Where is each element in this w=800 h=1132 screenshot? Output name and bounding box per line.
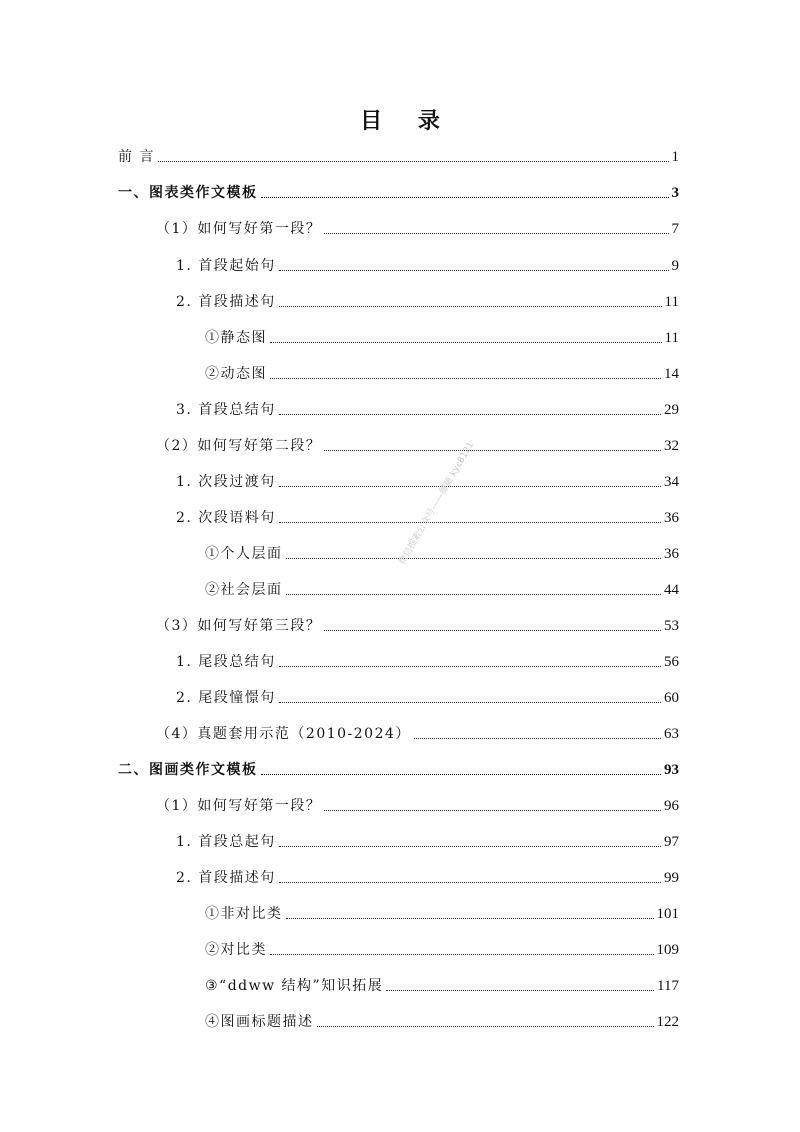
toc-entry-label: ④图画标题描述 xyxy=(205,1014,314,1030)
toc-entry-label: （2）如何写好第二段？ xyxy=(156,438,322,454)
dot-leader xyxy=(279,522,661,523)
dot-leader xyxy=(279,486,661,487)
dot-leader xyxy=(279,306,662,307)
toc-entry-label: 1. 次段过渡句 xyxy=(176,474,276,490)
toc-entry-label: ②对比类 xyxy=(205,942,267,958)
toc-entry-page: 36 xyxy=(664,546,679,562)
dot-leader xyxy=(279,882,661,883)
dot-leader xyxy=(279,702,661,703)
toc-entry-item[interactable] xyxy=(205,976,679,996)
toc-entry-page: 32 xyxy=(664,438,679,454)
toc-entry-subsection[interactable] xyxy=(176,868,679,888)
toc-entry-label: 3. 首段总结句 xyxy=(176,402,276,418)
toc-entry-page: 56 xyxy=(664,654,679,670)
toc-entry-page: 36 xyxy=(664,510,679,526)
toc-entry-page: 117 xyxy=(657,978,679,994)
toc-entry-label: ①非对比类 xyxy=(205,906,283,922)
dot-leader xyxy=(324,810,661,811)
toc-entry-page: 44 xyxy=(664,582,679,598)
toc-entry-page: 11 xyxy=(664,294,679,310)
toc-entry-subsection[interactable] xyxy=(176,400,679,420)
toc-entry-page: 109 xyxy=(656,942,679,958)
dot-leader xyxy=(279,846,661,847)
dot-leader xyxy=(270,378,661,379)
dot-leader xyxy=(270,954,654,955)
toc-entry-page: 14 xyxy=(664,366,679,382)
dot-leader xyxy=(286,918,654,919)
toc-entry-label: ②社会层面 xyxy=(205,582,283,598)
watermark: 微信搜索公众号——薇薇 kyc8121 xyxy=(397,440,477,567)
toc-entry-page: 11 xyxy=(664,330,679,346)
dot-leader xyxy=(324,630,661,631)
toc-entry-section[interactable] xyxy=(156,616,679,636)
toc-entry-page: 9 xyxy=(671,258,679,274)
toc-entry-subsection[interactable] xyxy=(176,688,679,708)
toc-entry-label: 二、图画类作文模板 xyxy=(118,762,258,778)
toc-entry-subsection[interactable] xyxy=(176,472,679,492)
dot-leader xyxy=(279,666,661,667)
toc-entry-page: 99 xyxy=(664,870,679,886)
toc-entry-chapter-2[interactable] xyxy=(118,760,679,780)
toc-entry-label: 1. 尾段总结句 xyxy=(176,654,276,670)
toc-entry-label: 2. 尾段憧憬句 xyxy=(176,690,276,706)
page-title: 目 录 xyxy=(360,108,454,134)
toc-entry-label: ①静态图 xyxy=(205,330,267,346)
dot-leader xyxy=(324,233,668,234)
toc-entry-item[interactable] xyxy=(205,904,679,924)
dot-leader xyxy=(414,738,661,739)
toc-entry-section[interactable] xyxy=(156,436,679,456)
toc-entry-section[interactable] xyxy=(156,796,679,816)
toc-entry-page: 3 xyxy=(671,185,679,201)
toc-entry-label: （1）如何写好第一段？ xyxy=(156,798,322,814)
toc-entry-page: 29 xyxy=(664,402,679,418)
toc-entry-preface[interactable] xyxy=(118,147,679,167)
toc-entry-label: （1）如何写好第一段？ xyxy=(156,221,322,237)
dot-leader xyxy=(261,197,669,198)
toc-entry-item[interactable] xyxy=(205,328,679,348)
dot-leader xyxy=(158,161,669,162)
toc-entry-page: 53 xyxy=(664,618,679,634)
toc-entry-subsection[interactable] xyxy=(176,292,679,312)
toc-entry-subsection[interactable] xyxy=(176,832,679,852)
toc-entry-page: 60 xyxy=(664,690,679,706)
toc-entry-page: 93 xyxy=(664,762,679,778)
toc-entry-label: 一、图表类作文模板 xyxy=(118,185,258,201)
dot-leader xyxy=(270,342,662,343)
dot-leader xyxy=(317,1026,654,1027)
toc-entry-chapter-1[interactable] xyxy=(118,183,679,203)
toc-entry-subsection[interactable] xyxy=(176,256,679,276)
toc-entry-page: 96 xyxy=(664,798,679,814)
toc-entry-section[interactable] xyxy=(156,724,679,744)
toc-entry-label: 1. 首段起始句 xyxy=(176,258,276,274)
toc-entry-page: 63 xyxy=(664,726,679,742)
toc-entry-item[interactable] xyxy=(205,364,679,384)
dot-leader xyxy=(261,774,662,775)
dot-leader xyxy=(286,558,662,559)
toc-entry-page: 34 xyxy=(664,474,679,490)
dot-leader xyxy=(386,990,654,991)
toc-entry-label: （3）如何写好第三段？ xyxy=(156,618,322,634)
dot-leader xyxy=(279,270,669,271)
dot-leader xyxy=(286,594,662,595)
toc-entry-label: 2. 首段描述句 xyxy=(176,294,276,310)
toc-entry-item[interactable] xyxy=(205,940,679,960)
toc-entry-label: ③“ddww 结构”知识拓展 xyxy=(205,978,384,994)
toc-entry-label: 2. 次段语料句 xyxy=(176,510,276,526)
toc-entry-page: 1 xyxy=(671,149,679,165)
toc-entry-page: 97 xyxy=(664,834,679,850)
toc-entry-label: （4）真题套用示范（2010-2024） xyxy=(156,726,411,742)
toc-entry-page: 101 xyxy=(656,906,679,922)
toc-entry-section[interactable] xyxy=(156,219,679,239)
toc-entry-item[interactable] xyxy=(205,544,679,564)
toc-entry-label: 前 言 xyxy=(118,149,155,165)
toc-entry-label: 2. 首段描述句 xyxy=(176,870,276,886)
dot-leader xyxy=(324,450,661,451)
dot-leader xyxy=(279,414,661,415)
toc-entry-subsection[interactable] xyxy=(176,652,679,672)
toc-entry-label: ①个人层面 xyxy=(205,546,283,562)
toc-entry-page: 122 xyxy=(656,1014,679,1030)
toc-entry-page: 7 xyxy=(671,221,679,237)
toc-entry-item[interactable] xyxy=(205,580,679,600)
toc-entry-item[interactable] xyxy=(205,1012,679,1032)
toc-entry-label: ②动态图 xyxy=(205,366,267,382)
toc-entry-label: 1. 首段总起句 xyxy=(176,834,276,850)
